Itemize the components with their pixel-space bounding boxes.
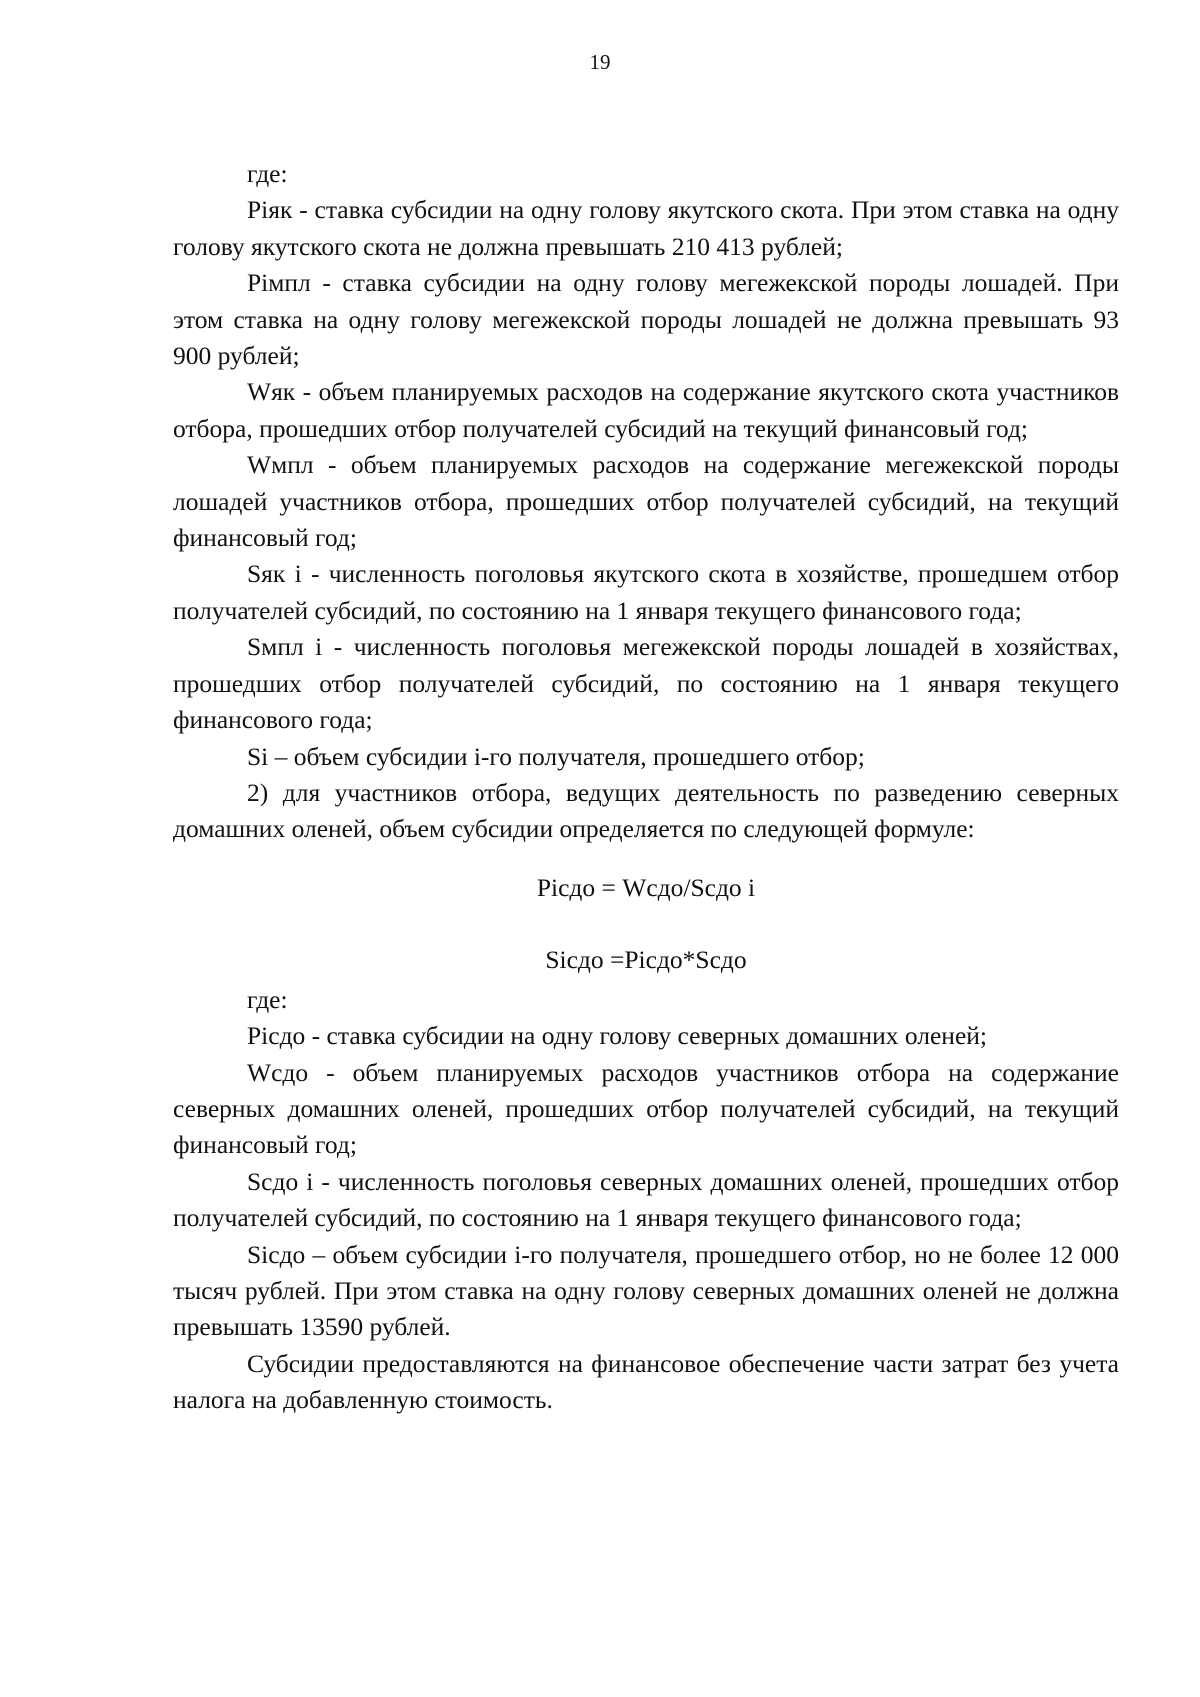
paragraph-ssdo-definition: Sсдо і - численность поголовья северных домашних оленей, прошедших отбор получателей субсидий, по состоянию на 1 января текущего финансового года; bbox=[173, 1166, 1119, 1233]
paragraph-vat-note: Субсидии предоставляются на финансовое обеспечение части затрат без учета налога на добавленную стоимость. bbox=[173, 1348, 1119, 1415]
paragraph-riyak-definition: Ріяк - ставка субсидии на одну голову якутского скота. При этом ставка на одну голову якутского скота не должна превышать 210 413 рублей; bbox=[173, 195, 1119, 261]
paragraph-rimpl-definition: Рімпл - ставка субсидии на одну голову мегежекской породы лошадей. При этом ставка на одну голову мегежекской породы лошадей не должна превышать 93 900 рублей; bbox=[173, 268, 1119, 371]
formula-rate-reindeer: Рісдо = Wсдо/Sсдо і bbox=[536, 872, 756, 902]
paragraph-wyak-definition: Wяк - объем планируемых расходов на содержание якутского скота участников отбора, прошедших отбор получателей субсидий на текущий финансовый год; bbox=[173, 377, 1119, 443]
formula-block bbox=[173, 870, 1119, 978]
formula-subsidy-reindeer: Sісдо =Рісдо*Sсдо bbox=[545, 944, 747, 974]
paragraph-where-label-2: где: bbox=[247, 984, 288, 1014]
paragraph-item-2-reindeer: 2) для участников отбора, ведущих деятельность по разведению северных домашних оленей, объем субсидии определяется по следующей формуле: bbox=[173, 777, 1119, 844]
page-number: 19 bbox=[589, 50, 611, 74]
paragraph-risdo-definition: Рісдо - ставка субсидии на одну голову северных домашних оленей; bbox=[247, 1021, 987, 1051]
paragraph-smpl-definition: Sмпл і - численность поголовья мегежекской породы лошадей в хозяйствах, прошедших отбор получателей субсидий, по состоянию на 1 января текущего финансового года; bbox=[173, 632, 1119, 735]
paragraph-wsdo-definition: Wсдо - объем планируемых расходов участников отбора на содержание северных домашних оленей, прошедших отбор получателей субсидий, на текущий финансовый год; bbox=[173, 1057, 1119, 1160]
paragraph-si-definition: Si – объем субсидии і-го получателя, прошедшего отбор; bbox=[247, 741, 865, 771]
paragraph-syak-definition: Sяк і - численность поголовья якутского скота в хозяйстве, прошедшем отбор получателей субсидий, по состоянию на 1 января текущего финансового года; bbox=[173, 559, 1119, 625]
document-body bbox=[173, 156, 1119, 1419]
paragraph-where-label: где: bbox=[247, 159, 288, 188]
paragraph-sisdo-definition: Sісдо – объем субсидии і-го получателя, прошедшего отбор, но не более 12 000 тысяч рублей. При этом ставка на одну голову северных домашних оленей не должна превышать 13590 рублей. bbox=[173, 1239, 1119, 1342]
paragraph-wmpl-definition: Wмпл - объем планируемых расходов на содержание мегежекской породы лошадей участников отбора, прошедших отбор получателей субсидий, на текущий финансовый год; bbox=[173, 450, 1119, 553]
